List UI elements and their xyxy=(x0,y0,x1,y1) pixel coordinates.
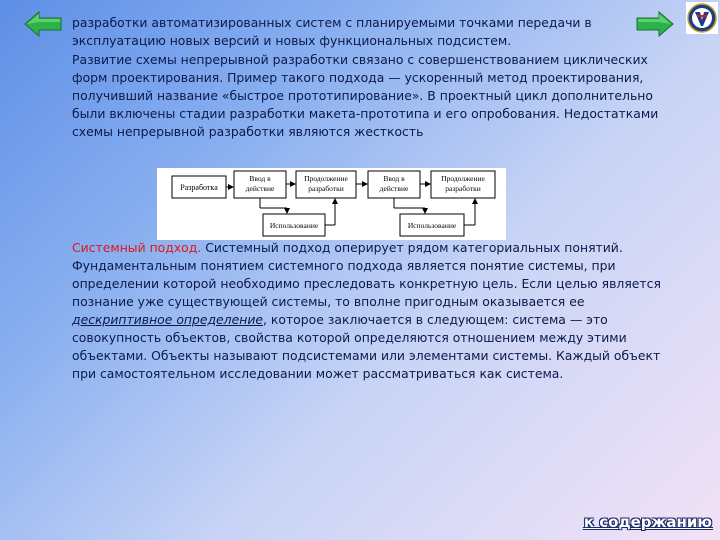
label-usage-1: Использование xyxy=(269,221,319,230)
label-continue-2-line2: разработки xyxy=(445,184,481,193)
label-continue-1-line2: разработки xyxy=(308,184,344,193)
table-of-contents-link[interactable]: к содержанию xyxy=(583,513,712,531)
paragraph-system-approach xyxy=(72,239,678,383)
label-continue-2-line1: Продолжение xyxy=(441,174,485,183)
development-cycle-diagram xyxy=(157,168,506,240)
label-deploy-1-line2: действие xyxy=(245,184,275,193)
system-approach-heading: Системный подход. xyxy=(72,240,202,255)
label-deploy-2-line1: Ввод в xyxy=(383,174,405,183)
system-approach-text-a: Системный подход оперирует рядом категориальных понятий. Фундаментальным понятием системного подхода является понятие системы, при определении которой необходимо преследовать конкретную цель. Если целью является познание уже существующей системы, то вполне пригодным оказывается ее xyxy=(72,240,661,309)
descriptive-definition-term: дескриптивное определение xyxy=(72,312,264,327)
paragraph-continuation: разработки автоматизированных систем с планируемыми точками передачи в эксплуатацию новых версий и новых функциональных подсистем. xyxy=(72,15,592,48)
label-development: Разработка xyxy=(180,183,218,192)
system-approach-text-b: , которое заключается в следующем: система — это совокупность объектов, свойства которой определяются отношением между этими объектами. Объекты называют подсистемами или элементами системы. Каждый объект при самостоятельном исследовании может рассматриваться как система. xyxy=(72,312,661,381)
university-emblem-icon xyxy=(686,2,718,34)
label-deploy-1-line1: Ввод в xyxy=(249,174,271,183)
paragraph-continuous-development: Развитие схемы непрерывной разработки связано с совершенствованием циклических форм проектирования. Пример такого подхода — ускоренный метод проектирования, получивший название «быстрое прототипирование». В проектный цикл дополнительно были включены стадии разработки макета-прототипа и его опробования. Недостатками схемы непрерывной разработки являются жесткость xyxy=(72,52,659,139)
label-continue-1-line1: Продолжение xyxy=(304,174,348,183)
label-deploy-2-line2: действие xyxy=(379,184,409,193)
label-usage-2: Использование xyxy=(407,221,457,230)
arrow-left-icon[interactable] xyxy=(24,10,62,38)
